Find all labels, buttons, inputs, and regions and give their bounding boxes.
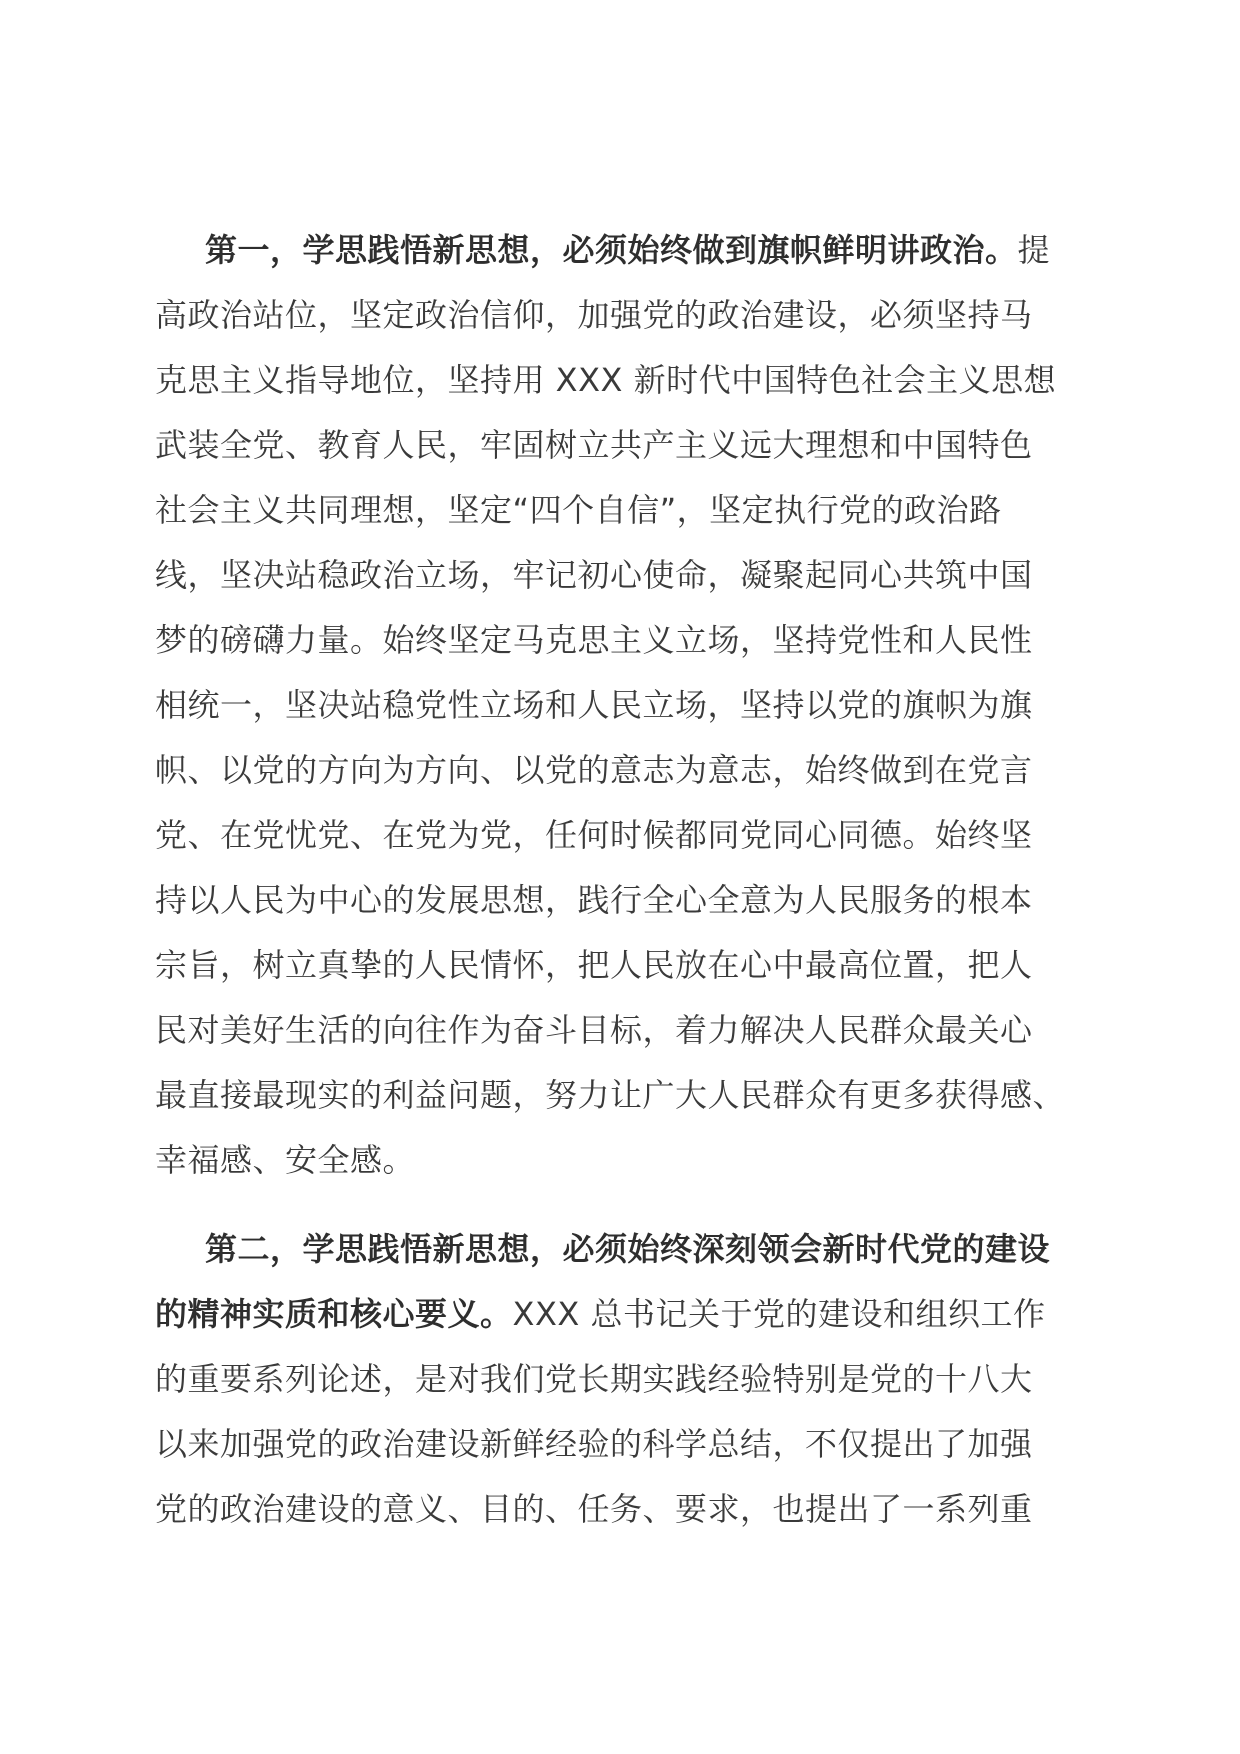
line-text: XXX 总书记关于党的建设和组织工作 <box>512 1295 1046 1333</box>
line-text: 提 <box>1017 231 1051 269</box>
paragraph-line: 相统一，坚决站稳党性立场和人民立场，坚持以党的旗帜为旗 <box>155 686 1033 724</box>
paragraph-line <box>155 218 1095 283</box>
paragraph-line: 高政治站位，坚定政治信仰，加强党的政治建设，必须坚持马 <box>155 296 1033 334</box>
paragraph-line: 最直接最现实的利益问题，努力让广大人民群众有更多获得感、 <box>155 1076 1066 1114</box>
paragraph-2 <box>155 1217 1095 1542</box>
bold-heading: 第一，学思践悟新思想，必须始终做到旗帜鲜明讲政治。 <box>205 231 1018 269</box>
bold-heading: 第二，学思践悟新思想，必须始终深刻领会新时代党的建设 <box>205 1230 1051 1268</box>
bold-heading: 的精神实质和核心要义。 <box>155 1295 513 1333</box>
paragraph-line <box>155 1217 1095 1282</box>
paragraph-line: 宗旨，树立真挚的人民情怀，把人民放在心中最高位置，把人 <box>155 946 1033 984</box>
paragraph-line: 党、在党忧党、在党为党，任何时候都同党同心同德。始终坚 <box>155 816 1033 854</box>
paragraph-line: 社会主义共同理想，坚定“四个自信”，坚定执行党的政治路 <box>155 491 1002 529</box>
paragraph-line: 克思主义指导地位，坚持用 XXX 新时代中国特色社会主义思想 <box>155 361 1057 399</box>
paragraph-line: 的重要系列论述，是对我们党长期实践经验特别是党的十八大 <box>155 1360 1033 1398</box>
paragraph-line <box>155 1282 1095 1347</box>
paragraph-line: 帜、以党的方向为方向、以党的意志为意志，始终做到在党言 <box>155 751 1033 789</box>
paragraph-line: 持以人民为中心的发展思想，践行全心全意为人民服务的根本 <box>155 881 1033 919</box>
paragraph-line: 线，坚决站稳政治立场，牢记初心使命，凝聚起同心共筑中国 <box>155 556 1033 594</box>
paragraph-line: 民对美好生活的向往作为奋斗目标，着力解决人民群众最关心 <box>155 1011 1033 1049</box>
paragraph-line: 武装全党、教育人民，牢固树立共产主义远大理想和中国特色 <box>155 426 1033 464</box>
paragraph-line: 以来加强党的政治建设新鲜经验的科学总结，不仅提出了加强 <box>155 1425 1033 1463</box>
document-body <box>155 218 1095 1566</box>
paragraph-line: 幸福感、安全感。 <box>155 1141 416 1179</box>
paragraph-line: 梦的磅礴力量。始终坚定马克思主义立场，坚持党性和人民性 <box>155 621 1033 659</box>
paragraph-line: 党的政治建设的意义、目的、任务、要求，也提出了一系列重 <box>155 1490 1033 1528</box>
paragraph-1 <box>155 218 1095 1193</box>
